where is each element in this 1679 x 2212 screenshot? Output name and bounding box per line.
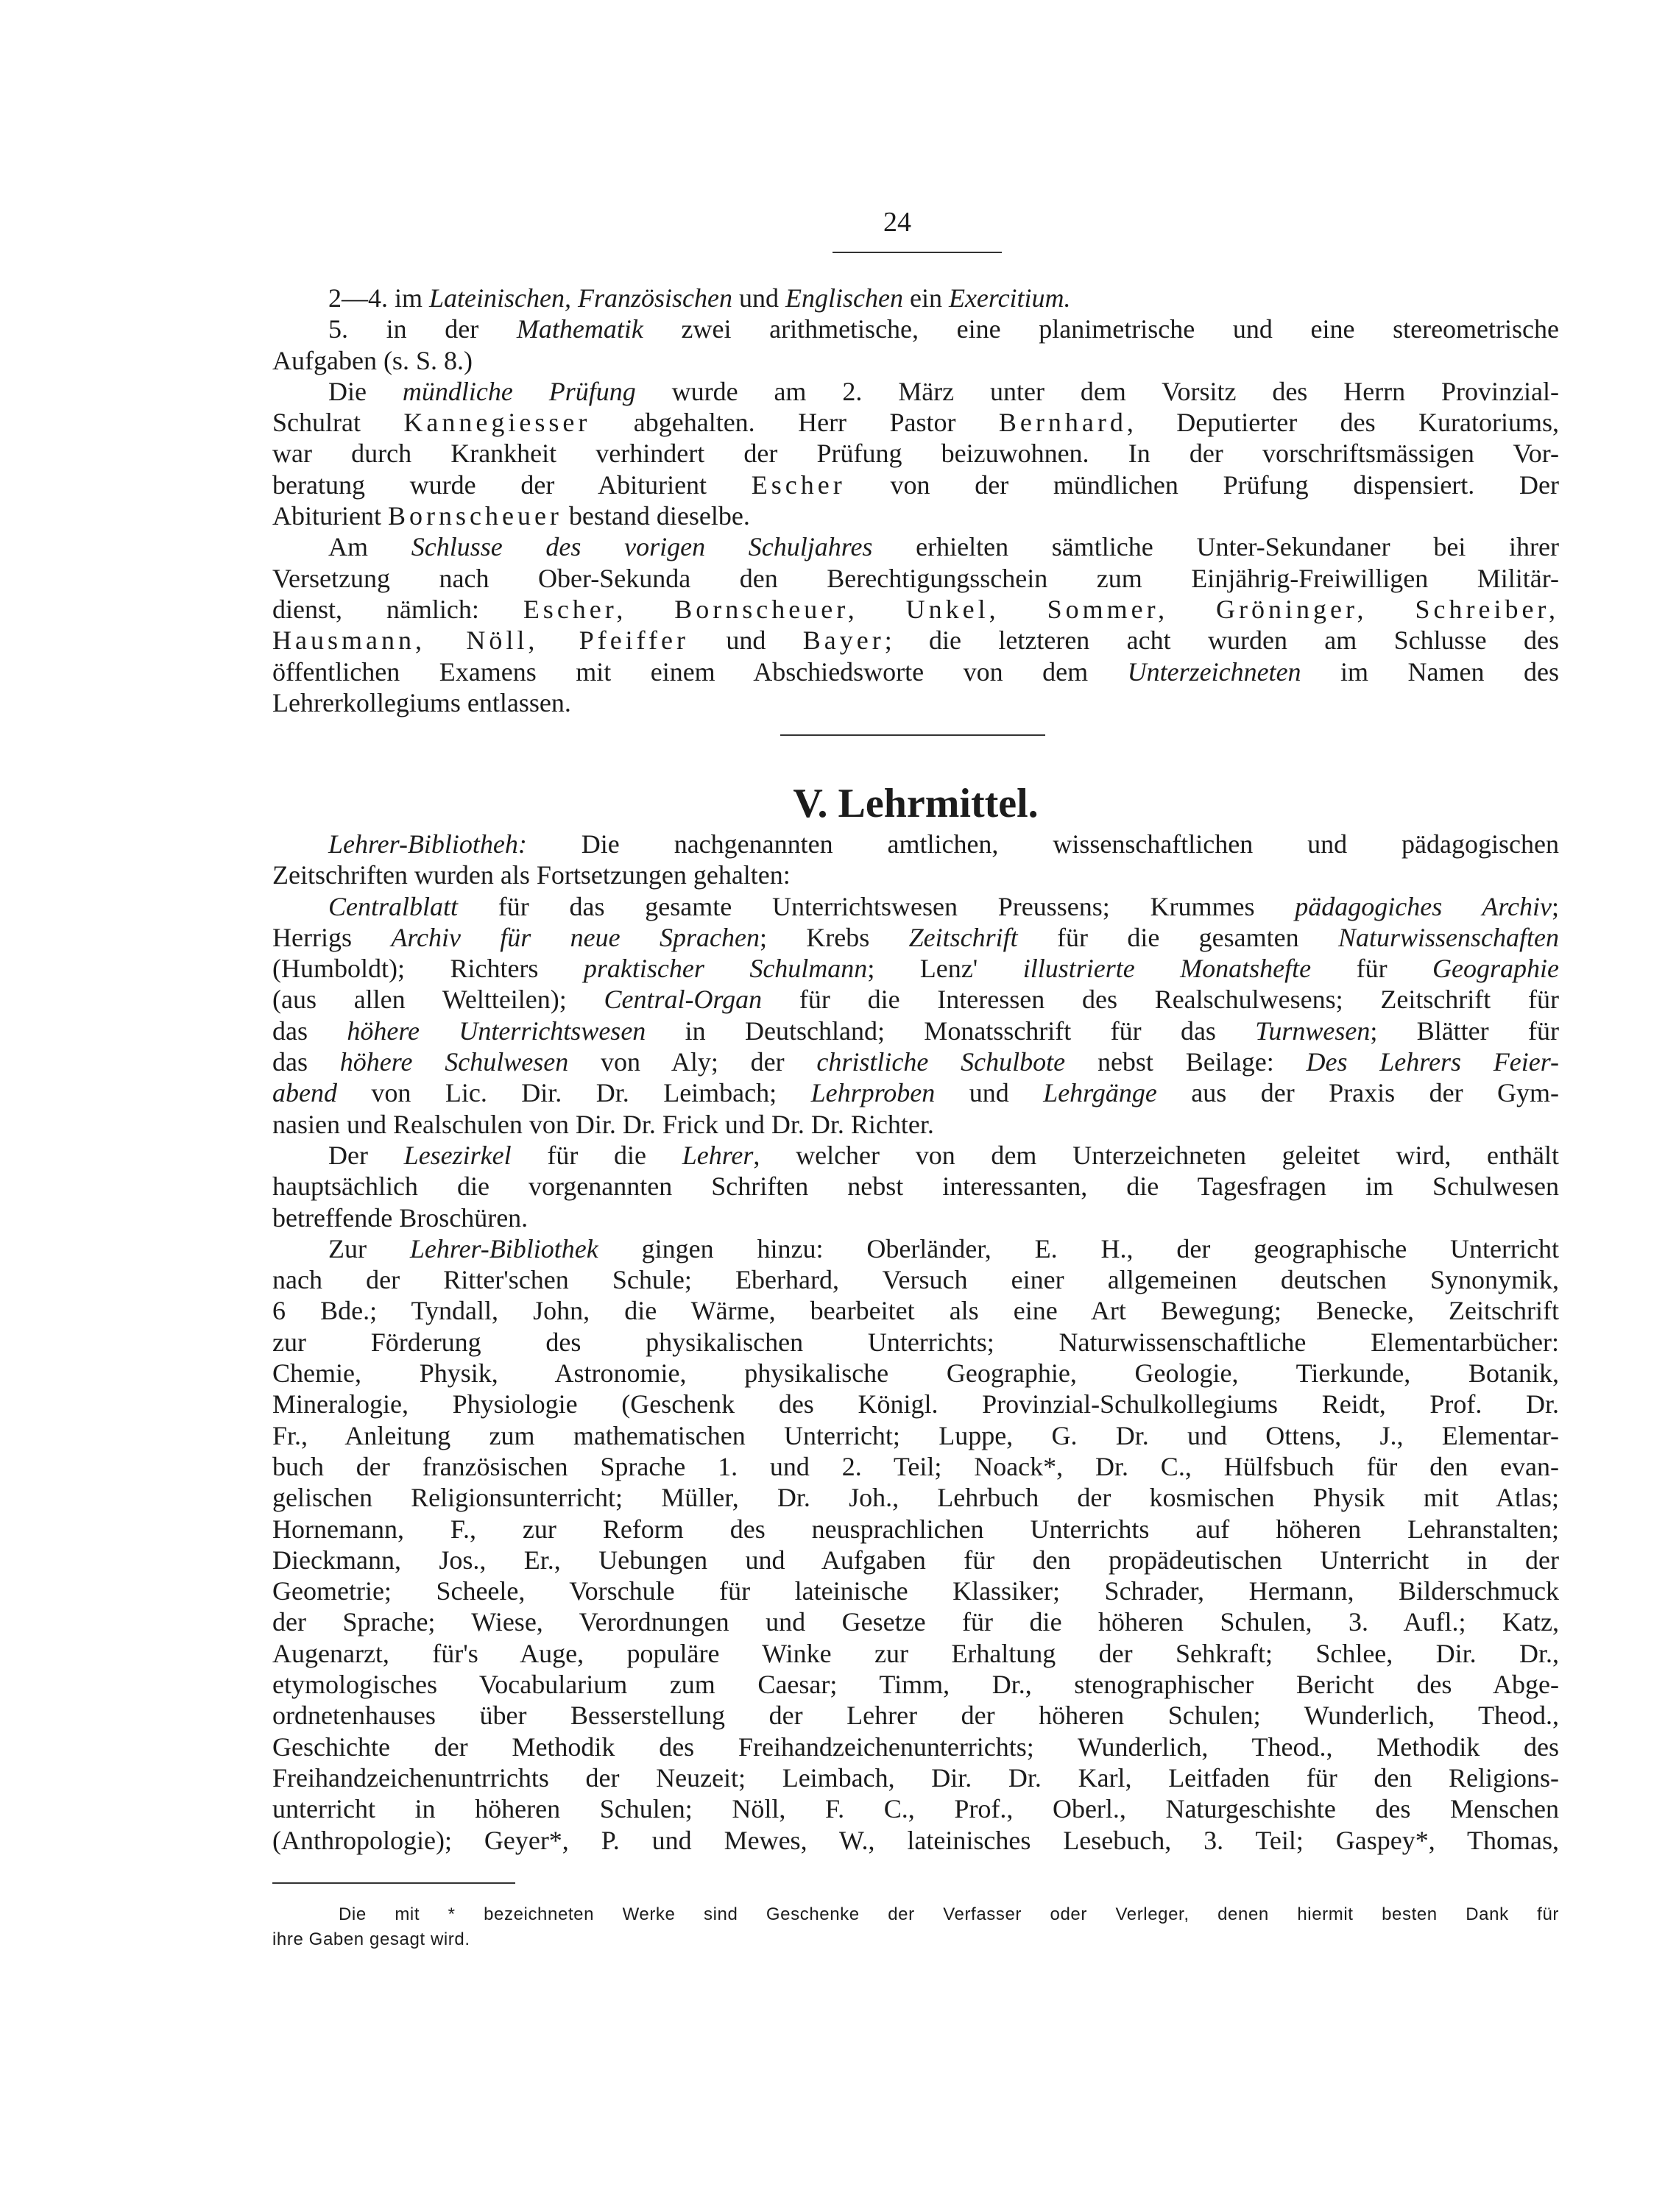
text: Augenarzt, für's Auge, populäre Winke zur Erhaltung der Sehkraft; Schlee, Dir. Dr.,: [272, 1638, 1559, 1668]
text: [571, 283, 578, 313]
italic-text: Turnwesen: [1255, 1015, 1371, 1046]
italic-text: Lehrer-Bibliothek: [409, 1233, 598, 1263]
text-line: [272, 1902, 1559, 1927]
footnote: [272, 1902, 1559, 1952]
text-line: [272, 1451, 1559, 1482]
text: dienst, nämlich:: [272, 594, 523, 624]
text-line: [272, 1295, 1559, 1326]
text: Zeitschriften wurden als Fortsetzungen gehalten:: [272, 860, 791, 890]
text: Am: [328, 532, 411, 562]
paragraph: [272, 1233, 1559, 1856]
text: buch der französischen Sprache 1. und 2. Teil; Noack*, Dr. C., Hülfsbuch für den evan-: [272, 1451, 1559, 1481]
text-line: [272, 859, 1559, 890]
text: (Humboldt); Richters: [272, 954, 584, 984]
text: etymologisches Vocabularium zum Caesar; Timm, Dr., stenographischer Bericht des Abge-: [272, 1670, 1559, 1700]
examination-section: [272, 283, 1559, 718]
text: Der: [328, 1140, 404, 1170]
text: nach der Ritter'schen Schule; Eberhard, Versuch einer allgemeinen deutschen Synonymik,: [272, 1265, 1559, 1295]
text: der Sprache; Wiese, Verordnungen und Gesetze für die höheren Schulen, 3. Aufl.; Katz,: [272, 1607, 1559, 1637]
italic-text: Des Lehrers Feier-: [1306, 1047, 1559, 1077]
text: war durch Krankheit verhindert der Prüfung beizuwohnen. In der vorschriftsmässigen Vor-: [272, 439, 1559, 469]
text: , welcher von dem Unterzeichneten geleitet wird, enthält: [753, 1140, 1559, 1170]
text: ; die letzteren acht wurden am Schlusse des: [884, 625, 1559, 656]
text: Zur: [328, 1233, 410, 1263]
text: aus der Praxis der Gym-: [1156, 1078, 1559, 1108]
spaced-text: Bayer: [802, 625, 885, 656]
text: Chemie, Physik, Astronomie, physikalische Geographie, Geologie, Tierkunde, Botanik,: [272, 1358, 1559, 1389]
text-line: [272, 438, 1559, 469]
italic-text: Lesezirkel: [403, 1140, 512, 1170]
text-line: [272, 1171, 1559, 1202]
text: zwei arithmetische, eine planimetrische und eine stereometrische: [643, 314, 1559, 344]
text: Lehrerkollegiums entlassen.: [272, 687, 571, 717]
italic-text: Englischen: [785, 283, 903, 313]
text: hauptsächlich die vorgenannten Schriften nebst interessanten, die Tagesfragen im Schulwesen: [272, 1171, 1559, 1202]
spaced-text: Bornscheuer: [387, 501, 562, 531]
text-line: [272, 1046, 1559, 1077]
text-line: [272, 1077, 1559, 1108]
italic-text: pädagogiches Archiv: [1295, 891, 1552, 921]
italic-text: Mathematik: [516, 314, 643, 344]
page-number-rule: [833, 252, 1002, 253]
italic-text: Exercitium.: [948, 283, 1071, 313]
italic-text: Lehrproben: [810, 1078, 936, 1108]
text: (Anthropologie); Geyer*, P. und Mewes, W., lateinisches Lesebuch, 3. Teil; Gaspey*, Thomas,: [272, 1825, 1559, 1855]
text: in Deutschland; Monatsschrift für das: [646, 1015, 1256, 1046]
italic-text: Archiv für neue Sprachen: [391, 922, 760, 952]
spaced-text: Escher: [751, 469, 846, 500]
text-line: [272, 922, 1559, 953]
section-heading: V. Lehrmittel.: [793, 781, 1039, 826]
text-line: [272, 1514, 1559, 1545]
text-line: [272, 687, 1559, 718]
text: und: [935, 1078, 1044, 1108]
italic-text: Zeitschrift: [908, 922, 1018, 952]
text: ordnetenhauses über Besserstellung der Lehrer der höheren Schulen; Wunderlich, Theod.,: [272, 1701, 1559, 1731]
text-line: [272, 1606, 1559, 1637]
footnote-rule: [272, 1882, 515, 1884]
italic-text: abend: [272, 1078, 337, 1108]
italic-text: Centralblatt: [328, 891, 459, 921]
text: von Lic. Dir. Dr. Leimbach;: [336, 1078, 811, 1108]
section-divider: [780, 734, 1045, 736]
text: Abiturient: [272, 501, 388, 531]
text-line: [272, 313, 1559, 344]
text: 5. in der: [328, 314, 517, 344]
text: ;: [1551, 891, 1559, 921]
text: ihre Gaben gesagt wird.: [272, 1929, 470, 1949]
text: Dieckmann, Jos., Er., Uebungen und Aufgaben für den propädeutischen Unterricht in der: [272, 1545, 1559, 1575]
text-line: [272, 1109, 1559, 1140]
text-line: [272, 656, 1559, 687]
text-line: [272, 1233, 1559, 1264]
spaced-text: Bernhard: [998, 408, 1127, 438]
text: ; Krebs: [759, 922, 909, 952]
text-line: [272, 891, 1559, 922]
text: Fr., Anleitung zum mathematischen Unterricht; Luppe, G. Dr. und Ottens, J., Elementar-: [272, 1420, 1559, 1450]
text: nasien und Realschulen von Dir. Dr. Frick und Dr. Dr. Richter.: [272, 1109, 934, 1139]
paragraph: [272, 376, 1559, 531]
text: Die nachgenannten amtlichen, wissenschaftlichen und pädagogischen: [526, 829, 1559, 859]
text-line: [272, 1015, 1559, 1046]
text: abgehalten. Herr Pastor: [590, 408, 999, 438]
text-line: [272, 563, 1559, 594]
italic-text: Lehrer-Bibliotheh:: [328, 829, 527, 859]
text: unterricht in höheren Schulen; Nöll, F. C., Prof., Oberl., Naturgeschishte des Menschen: [272, 1794, 1559, 1824]
text-line: [272, 1545, 1559, 1575]
text: bestand dieselbe.: [562, 501, 750, 531]
text: 6 Bde.; Tyndall, John, die Wärme, bearbeitet als eine Art Bewegung; Benecke, Zeitschrift: [272, 1296, 1559, 1326]
text-line: [272, 1140, 1559, 1171]
text-line: [272, 1420, 1559, 1451]
paragraph: [272, 1140, 1559, 1233]
text: ; Lenz': [867, 954, 1023, 984]
lehrmittel-section: [272, 829, 1559, 1856]
italic-text: Schlusse des vorigen Schuljahres: [411, 532, 873, 562]
text-line: [272, 345, 1559, 376]
text-line: [272, 531, 1559, 562]
text-line: [272, 1327, 1559, 1358]
text-line: [272, 469, 1559, 500]
text-line: [272, 1825, 1559, 1856]
text: 2—4. im: [328, 283, 430, 313]
text: betreffende Broschüren.: [272, 1202, 529, 1233]
text: ; Blätter für: [1370, 1015, 1559, 1046]
italic-text: Geographie: [1432, 954, 1560, 984]
text-line: [272, 1927, 1559, 1952]
italic-text: illustrierte Monatshefte: [1022, 954, 1312, 984]
text: öffentlichen Examens mit einem Abschiedsworte von dem: [272, 656, 1128, 687]
text: zur Förderung des physikalischen Unterrichts; Naturwissenschaftliche Elementarbücher:: [272, 1327, 1559, 1357]
text: erhielten sämtliche Unter-Sekundaner bei ihrer: [872, 532, 1559, 562]
text: für: [1311, 954, 1433, 984]
text: für die: [511, 1140, 682, 1170]
page-number: 24: [883, 207, 911, 238]
text-line: [272, 594, 1559, 625]
text-line: [272, 1264, 1559, 1295]
text: (aus allen Weltteilen);: [272, 985, 604, 1015]
text-line: [272, 1358, 1559, 1389]
text-line: [272, 625, 1559, 656]
text: wurde am 2. März unter dem Vorsitz des Herrn Provinzial-: [635, 376, 1559, 406]
spaced-text: Escher, Bornscheuer, Unkel, Sommer, Gröninger, Schreiber,: [523, 594, 1559, 624]
text-line: [272, 1575, 1559, 1606]
text: Geschichte der Methodik des Freihandzeichenunterrichts; Wunderlich, Theod., Methodik des: [272, 1731, 1559, 1762]
text: Freihandzeichenuntrrichts der Neuzeit; Leimbach, Dir. Dr. Karl, Leitfaden für den Religions-: [272, 1762, 1559, 1793]
text: von Aly; der: [568, 1047, 817, 1077]
text-line: [272, 283, 1559, 313]
italic-text: höhere Schulwesen: [339, 1047, 569, 1077]
text: Schulrat: [272, 408, 404, 438]
text: für die Interessen des Realschulwesens; Zeitschrift für: [762, 985, 1559, 1015]
text: Mineralogie, Physiologie (Geschenk des Königl. Provinzial-Schulkollegiums Reidt, Prof. Dr.: [272, 1389, 1559, 1419]
text: und: [732, 283, 785, 313]
italic-text: Französischen: [578, 283, 732, 313]
text: Versetzung nach Ober-Sekunda den Berechtigungsschein zum Einjährig-Freiwilligen Militär-: [272, 563, 1559, 593]
text-line: [272, 984, 1559, 1015]
text: beratung wurde der Abiturient: [272, 469, 752, 500]
italic-text: höhere Unterrichtswesen: [347, 1015, 646, 1046]
text: gingen hinzu: Oberländer, E. H., der geographische Unterricht: [598, 1233, 1559, 1263]
text: für das gesamte Unterrichtswesen Preussens; Krummes: [458, 891, 1296, 921]
spaced-text: Kannegiesser: [403, 408, 591, 438]
italic-text: praktischer Schulmann: [583, 954, 868, 984]
paragraph: [272, 283, 1559, 313]
text-line: [272, 407, 1559, 438]
text: das: [272, 1047, 340, 1077]
text-line: [272, 1669, 1559, 1700]
text: von der mündlichen Prüfung dispensiert. Der: [845, 469, 1559, 500]
text-line: [272, 500, 1559, 531]
text-line: [272, 1700, 1559, 1731]
paragraph: [272, 1902, 1559, 1952]
italic-text: Lehrer: [682, 1140, 754, 1170]
text-line: [272, 829, 1559, 859]
text: Aufgaben (s. S. 8.): [272, 345, 473, 375]
paragraph: [272, 313, 1559, 376]
text: Geometrie; Scheele, Vorschule für lateinische Klassiker; Schrader, Hermann, Bilderschmuck: [272, 1576, 1559, 1606]
text: , Deputierter des Kuratoriums,: [1126, 408, 1560, 438]
text-line: [272, 376, 1559, 407]
paragraph: [272, 829, 1559, 891]
text-line: [272, 1793, 1559, 1824]
text: ein: [902, 283, 949, 313]
italic-text: Lehrgänge: [1043, 1078, 1157, 1108]
text: gelischen Religionsunterricht; Müller, Dr. Joh., Lehrbuch der kosmischen Physik mit Atlas;: [272, 1483, 1559, 1513]
text: und: [688, 625, 803, 656]
text: Hornemann, F., zur Reform des neusprachlichen Unterrichts auf höheren Lehranstalten;: [272, 1514, 1559, 1544]
text-line: [272, 1482, 1559, 1513]
text: im Namen des: [1301, 656, 1559, 687]
italic-text: mündliche Prüfung: [402, 376, 636, 406]
text: nebst Beilage:: [1065, 1047, 1307, 1077]
italic-text: Central-Organ: [604, 985, 763, 1015]
italic-text: Unterzeichneten: [1127, 656, 1301, 687]
text: Herrigs: [272, 922, 392, 952]
italic-text: Naturwissenschaften: [1337, 922, 1559, 952]
paragraph: [272, 891, 1559, 1140]
spaced-text: Hausmann, Nöll, Pfeiffer: [272, 625, 689, 656]
text-line: [272, 1762, 1559, 1793]
text: für die gesamten: [1017, 922, 1338, 952]
text: Die mit * bezeichneten Werke sind Geschenke der Verfasser oder Verleger, denen hiermit besten Dank für: [339, 1904, 1559, 1924]
text-line: [272, 1731, 1559, 1762]
text-line: [272, 1202, 1559, 1233]
text-line: [272, 1389, 1559, 1419]
italic-text: Lateinischen,: [429, 283, 571, 313]
text-line: [272, 953, 1559, 984]
text: das: [272, 1015, 347, 1046]
paragraph: [272, 531, 1559, 718]
text-line: [272, 1638, 1559, 1669]
text: Die: [328, 376, 403, 406]
italic-text: christliche Schulbote: [816, 1047, 1066, 1077]
